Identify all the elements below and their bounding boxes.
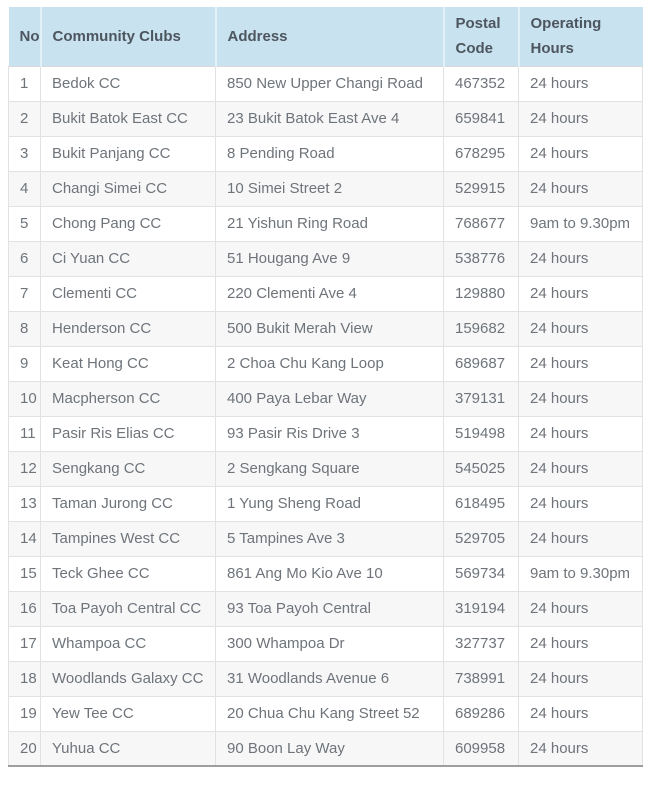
- cell-name: Macpherson CC: [41, 381, 216, 416]
- cell-hours: 24 hours: [519, 521, 643, 556]
- cell-postal: 519498: [444, 416, 519, 451]
- cell-no: 20: [9, 731, 41, 766]
- cell-name: Changi Simei CC: [41, 171, 216, 206]
- cell-postal: 159682: [444, 311, 519, 346]
- table-row: [9, 556, 643, 591]
- cell-hours: 24 hours: [519, 311, 643, 346]
- cell-address: 2 Sengkang Square: [216, 451, 444, 486]
- cell-postal: 569734: [444, 556, 519, 591]
- table-row: [9, 661, 643, 696]
- cell-name: Keat Hong CC: [41, 346, 216, 381]
- cell-postal: 467352: [444, 66, 519, 101]
- cell-name: Chong Pang CC: [41, 206, 216, 241]
- cell-postal: 379131: [444, 381, 519, 416]
- cell-address: 90 Boon Lay Way: [216, 731, 444, 766]
- cell-postal: 529705: [444, 521, 519, 556]
- header-row: [9, 7, 643, 66]
- cell-name: Ci Yuan CC: [41, 241, 216, 276]
- cell-hours: 24 hours: [519, 241, 643, 276]
- table-row: [9, 241, 643, 276]
- cell-no: 18: [9, 661, 41, 696]
- cell-no: 13: [9, 486, 41, 521]
- table-row: [9, 66, 643, 101]
- cell-postal: 768677: [444, 206, 519, 241]
- cell-name: Woodlands Galaxy CC: [41, 661, 216, 696]
- cell-hours: 24 hours: [519, 451, 643, 486]
- table-header: [9, 7, 643, 66]
- table-row: [9, 346, 643, 381]
- cell-name: Teck Ghee CC: [41, 556, 216, 591]
- cell-address: 850 New Upper Changi Road: [216, 66, 444, 101]
- cell-no: 9: [9, 346, 41, 381]
- table-row: [9, 171, 643, 206]
- table-row: [9, 136, 643, 171]
- cell-hours: 24 hours: [519, 626, 643, 661]
- column-header-postal-code: Postal Code: [444, 7, 519, 66]
- cell-postal: 659841: [444, 101, 519, 136]
- cell-postal: 529915: [444, 171, 519, 206]
- cell-name: Pasir Ris Elias CC: [41, 416, 216, 451]
- table-row: [9, 451, 643, 486]
- cell-postal: 609958: [444, 731, 519, 766]
- cell-hours: 24 hours: [519, 416, 643, 451]
- cell-no: 2: [9, 101, 41, 136]
- table-row: [9, 731, 643, 766]
- cell-address: 10 Simei Street 2: [216, 171, 444, 206]
- cell-address: 31 Woodlands Avenue 6: [216, 661, 444, 696]
- cell-no: 17: [9, 626, 41, 661]
- cell-hours: 24 hours: [519, 66, 643, 101]
- cell-hours: 24 hours: [519, 696, 643, 731]
- cell-address: 8 Pending Road: [216, 136, 444, 171]
- cell-address: 300 Whampoa Dr: [216, 626, 444, 661]
- cell-name: Sengkang CC: [41, 451, 216, 486]
- table-row: [9, 521, 643, 556]
- table-row: [9, 206, 643, 241]
- cell-address: 500 Bukit Merah View: [216, 311, 444, 346]
- cell-postal: 129880: [444, 276, 519, 311]
- cell-no: 14: [9, 521, 41, 556]
- cell-no: 3: [9, 136, 41, 171]
- cell-hours: 24 hours: [519, 661, 643, 696]
- table-row: [9, 696, 643, 731]
- cell-address: 220 Clementi Ave 4: [216, 276, 444, 311]
- cell-postal: 538776: [444, 241, 519, 276]
- cell-hours: 9am to 9.30pm: [519, 556, 643, 591]
- cell-address: 23 Bukit Batok East Ave 4: [216, 101, 444, 136]
- cell-name: Bukit Panjang CC: [41, 136, 216, 171]
- table-row: [9, 626, 643, 661]
- cell-postal: 545025: [444, 451, 519, 486]
- community-clubs-table: [8, 7, 643, 767]
- cell-postal: 319194: [444, 591, 519, 626]
- cell-no: 15: [9, 556, 41, 591]
- cell-address: 400 Paya Lebar Way: [216, 381, 444, 416]
- cell-name: Taman Jurong CC: [41, 486, 216, 521]
- cell-no: 10: [9, 381, 41, 416]
- cell-postal: 689286: [444, 696, 519, 731]
- cell-hours: 24 hours: [519, 731, 643, 766]
- cell-name: Yuhua CC: [41, 731, 216, 766]
- cell-postal: 738991: [444, 661, 519, 696]
- cell-name: Bukit Batok East CC: [41, 101, 216, 136]
- cell-hours: 24 hours: [519, 101, 643, 136]
- cell-postal: 678295: [444, 136, 519, 171]
- table-row: [9, 101, 643, 136]
- cell-no: 1: [9, 66, 41, 101]
- cell-name: Toa Payoh Central CC: [41, 591, 216, 626]
- cell-postal: 618495: [444, 486, 519, 521]
- cell-hours: 24 hours: [519, 381, 643, 416]
- table-body: [9, 66, 643, 766]
- cell-no: 8: [9, 311, 41, 346]
- cell-no: 5: [9, 206, 41, 241]
- cell-no: 19: [9, 696, 41, 731]
- cell-hours: 24 hours: [519, 486, 643, 521]
- column-header-no: No: [9, 7, 41, 66]
- cell-hours: 24 hours: [519, 276, 643, 311]
- table-row: [9, 311, 643, 346]
- cell-address: 51 Hougang Ave 9: [216, 241, 444, 276]
- cell-no: 11: [9, 416, 41, 451]
- table-row: [9, 381, 643, 416]
- cell-no: 16: [9, 591, 41, 626]
- column-header-operating-hours: Operating Hours: [519, 7, 643, 66]
- cell-no: 12: [9, 451, 41, 486]
- column-header-community-clubs: Community Clubs: [41, 7, 216, 66]
- cell-name: Henderson CC: [41, 311, 216, 346]
- cell-hours: 24 hours: [519, 346, 643, 381]
- cell-address: 5 Tampines Ave 3: [216, 521, 444, 556]
- cell-no: 7: [9, 276, 41, 311]
- cell-hours: 24 hours: [519, 591, 643, 626]
- cell-postal: 327737: [444, 626, 519, 661]
- column-header-address: Address: [216, 7, 444, 66]
- cell-hours: 24 hours: [519, 136, 643, 171]
- cell-name: Clementi CC: [41, 276, 216, 311]
- cell-no: 6: [9, 241, 41, 276]
- table-row: [9, 486, 643, 521]
- cell-name: Bedok CC: [41, 66, 216, 101]
- cell-no: 4: [9, 171, 41, 206]
- table-row: [9, 276, 643, 311]
- cell-address: 93 Toa Payoh Central: [216, 591, 444, 626]
- cell-hours: 24 hours: [519, 171, 643, 206]
- cell-address: 861 Ang Mo Kio Ave 10: [216, 556, 444, 591]
- cell-address: 2 Choa Chu Kang Loop: [216, 346, 444, 381]
- cell-hours: 9am to 9.30pm: [519, 206, 643, 241]
- table-row: [9, 591, 643, 626]
- cell-name: Tampines West CC: [41, 521, 216, 556]
- cell-address: 1 Yung Sheng Road: [216, 486, 444, 521]
- cell-postal: 689687: [444, 346, 519, 381]
- cell-name: Yew Tee CC: [41, 696, 216, 731]
- cell-name: Whampoa CC: [41, 626, 216, 661]
- table-row: [9, 416, 643, 451]
- cell-address: 21 Yishun Ring Road: [216, 206, 444, 241]
- cell-address: 93 Pasir Ris Drive 3: [216, 416, 444, 451]
- cell-address: 20 Chua Chu Kang Street 52: [216, 696, 444, 731]
